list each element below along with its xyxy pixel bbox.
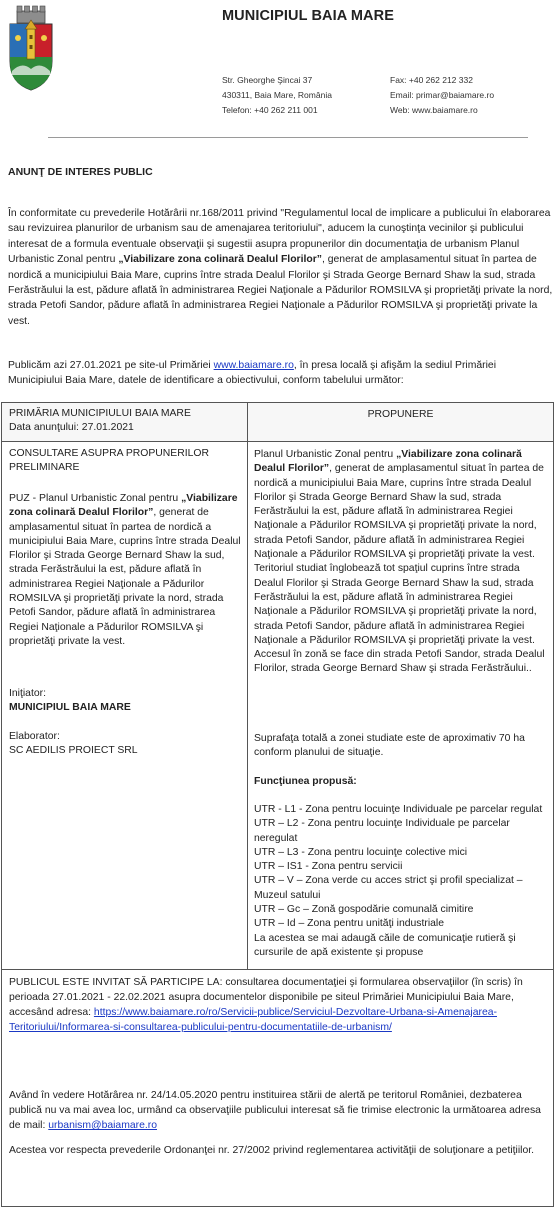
function-title: Funcţiunea propusă:: [254, 776, 357, 787]
elaborator-label: Elaborator:: [9, 731, 60, 742]
announcement-title: ANUNŢ DE INTERES PUBLIC: [8, 166, 153, 178]
alert-paragraph: [9, 1088, 549, 1133]
publication-paragraph: [8, 358, 553, 389]
contact-block: [390, 73, 494, 118]
list-item: UTR – L2 - Zona pentru locuinţe Individuale pe parcelar neregulat: [254, 818, 510, 844]
list-item: UTR – L3 - Zona pentru locuinţe colective mici: [254, 846, 468, 858]
list-item: UTR – IS1 - Zona pentru servicii: [254, 861, 403, 873]
consultation-link[interactable]: https://www.baiamare.ro/ro/Servicii-publice/Serviciul-Dezvoltare-Urbana-si-Amenajarea-Teritoriului/Informarea-si-consultarea-publicului-pentru-documentatiile-de-urbanism/: [9, 1007, 497, 1033]
institution-name: PRIMĂRIA MUNICIPIULUI BAIA MARE: [9, 408, 191, 419]
initiator-block: [9, 687, 241, 716]
puz-text-cont: , generat de amplasamentul situat în partea de nordică a municipiului Baia Mare, cuprins între strada Dealul Florilor şi Strada George Bernard Shaw la sud, strada Ferăstrăului la est, pădure aflată în administrarea Regiei Naţionale a Pădurilor ROMSILVA şi proprietăţi private la nord, strada Petofi Sandor, pădure aflată în administrarea Regiei Naţionale a Pădurilor ROMSILVA şi proprietăţi private la vest.: [9, 507, 241, 647]
proposal-project-name: „Viabilizare zona colinară Dealul Florilor”: [254, 449, 522, 475]
announcement-date: Data anunţului: 27.01.2021: [9, 422, 134, 433]
municipality-title: MUNICIPIUL BAIA MARE: [222, 8, 394, 24]
publication-text: Publicăm azi 27.01.2021 pe site-ul Primăriei: [8, 360, 214, 371]
table-header-right: PROPUNERE: [367, 409, 434, 420]
address-phone: Telefon: +40 262 211 001: [222, 105, 318, 115]
initiator-label: Iniţiator:: [9, 688, 46, 699]
list-item: UTR – Id – Zona pentru unităţi industriale: [254, 918, 445, 930]
puz-project-name: „Viabilizare zona colinară Dealul Florilor”: [9, 493, 238, 519]
invitation-paragraph: [9, 975, 549, 1035]
surface-text: Suprafaţa totală a zonei studiate este de aproximativ 70 ha conform planului de situaţie.: [254, 733, 525, 759]
contact-email: Email: primar@baiamare.ro: [390, 90, 495, 100]
intro-text: În conformitate cu prevederile Hotărârii nr.168/2011 privind "Regulamentul local de implicare a publicului în elaborarea sau revizuirea planurilor de urbanism sau de amenajarea teritoriului", aducem la cunoştinţa vecinilor şi publicului interesat de a formula eventuale observaţii şi sugestii asupra propunerilor din documentaţia de urbanism Planul Urbanistic Zonal pentru: [8, 208, 551, 266]
header-divider: [48, 137, 528, 138]
address-street: Str. Gheorghe Şincai 37: [222, 75, 313, 85]
email-link[interactable]: urbanism@baiamare.ro: [48, 1120, 158, 1131]
proposal-text: Planul Urbanistic Zonal pentru: [254, 449, 397, 460]
consultation-title: CONSULTARE ASUPRA PROPUNERILOR PRELIMINARE: [9, 448, 209, 474]
elaborator-block: [9, 730, 241, 759]
publication-text-cont: , în presa locală şi afişăm la sediul Primăriei Municipiului Baia Mare, datele de identificare a obiectivului, conform tabelului următor:: [8, 360, 497, 387]
coat-of-arms-icon: [8, 5, 54, 91]
project-name: „Viabilizare zona colinară Dealul Florilor”: [118, 254, 322, 266]
initiator-value: MUNICIPIUL BAIA MARE: [9, 702, 131, 714]
table-body-row: [2, 441, 553, 970]
puz-description: [9, 492, 241, 649]
table-header-row: [2, 403, 553, 442]
alert-text: Având în vedere Hotărârea nr. 24/14.05.2020 pentru instituirea stării de alertă pe teritorul României, dezbaterea publică nu va mai avea loc, urmând ca observaţiile publicului interesat să fie trimise electronic la următoarea adresa de mail:: [9, 1090, 541, 1131]
elaborator-value: SC AEDILIS PROIECT SRL: [9, 745, 138, 757]
address-city: 430311, Baia Mare, România: [222, 90, 332, 100]
address-block: [222, 73, 332, 118]
contact-web: Web: www.baiamare.ro: [390, 105, 478, 115]
table-header-left: [9, 407, 191, 435]
intro-text-cont: , generat de amplasamentul situat în partea de nordică a municipiului Baia Mare, cuprins între strada Dealul Florilor şi Strada George Bernard Shaw la sud, strada Ferăstrăului la est, pădure aflată în administrarea Regiei Naţionale a Pădurilor ROMSILVA şi proprietăţi private la nord, strada Petofi Sandor, pădure aflată în administrarea Regiei Naţionale a Pădurilor ROMSILVA şi proprietăţi private la vest.: [8, 254, 553, 327]
website-link[interactable]: www.baiamare.ro: [213, 360, 294, 371]
invitation-text: PUBLICUL ESTE INVITAT SĂ PARTICIPE LA: consultarea documentaţiei şi formularea observaţiilor (în scris) în perioada 27.01.2021 - 22.02.2021 asupra documentelor disponibile pe siteul Primăriei Municipiului Baia Mare, accesând adresa:: [9, 977, 523, 1018]
info-table: [1, 402, 554, 1207]
list-item: UTR - L1 - Zona pentru locuinţe Individuale pe parcelar regulat: [254, 804, 543, 815]
closing-paragraph: Acestea vor respecta prevederile Ordonanţei nr. 27/2002 privind reglementarea activităţii de soluţionare a petiţiilor.: [9, 1145, 535, 1156]
puz-text: PUZ - Planul Urbanistic Zonal pentru: [9, 493, 182, 504]
proposal-text-cont: , generat de amplasamentul situat în partea de nordică a municipiului Baia Mare, cuprins între strada Dealul Florilor şi Strada George Bernard Shaw la sud, strada Ferăstrăului la est, pădure aflată în administrarea Regiei Naţionale a Pădurilor ROMSILVA şi proprietăţi private la nord, strada Petofi Sandor, pădure aflată în administrarea Regiei Naţionale a Pădurilor ROMSILVA şi proprietăţi private la vest. Teritoriul studiat înglobează tot spaţiul cuprins între strada Dealul Florilor şi Strada George Bernard Shaw la sud, strada Ferăstrăului la est, pădure aflată în administrarea Regiei Naţionale a Pădurilor ROMSILVA şi proprietăţi private la nord, strada Petofi Sandor, pădure aflată în administrarea Regiei Naţionale a Pădurilor ROMSILVA şi proprietăţi private la vest. Accesul în zonă se face din strada Petofi Sandor, strada Dealul Florilor, strada George Bernard Shaw şi strada Ferăstrăului..: [254, 463, 545, 675]
list-item: UTR – V – Zona verde cu acces strict şi profil specializat – Muzeul satului: [254, 875, 523, 901]
utr-list: [254, 803, 548, 960]
intro-paragraph: [8, 206, 553, 329]
proposal-description: [254, 448, 548, 677]
list-item: UTR – Gc – Zonă gospodărie comunală cimitire: [254, 904, 474, 916]
list-item: La acestea se mai adaugă căile de comunicaţie rutieră şi cursurile de apă existente şi propuse: [254, 932, 516, 958]
contact-fax: Fax: +40 262 212 332: [390, 75, 473, 85]
